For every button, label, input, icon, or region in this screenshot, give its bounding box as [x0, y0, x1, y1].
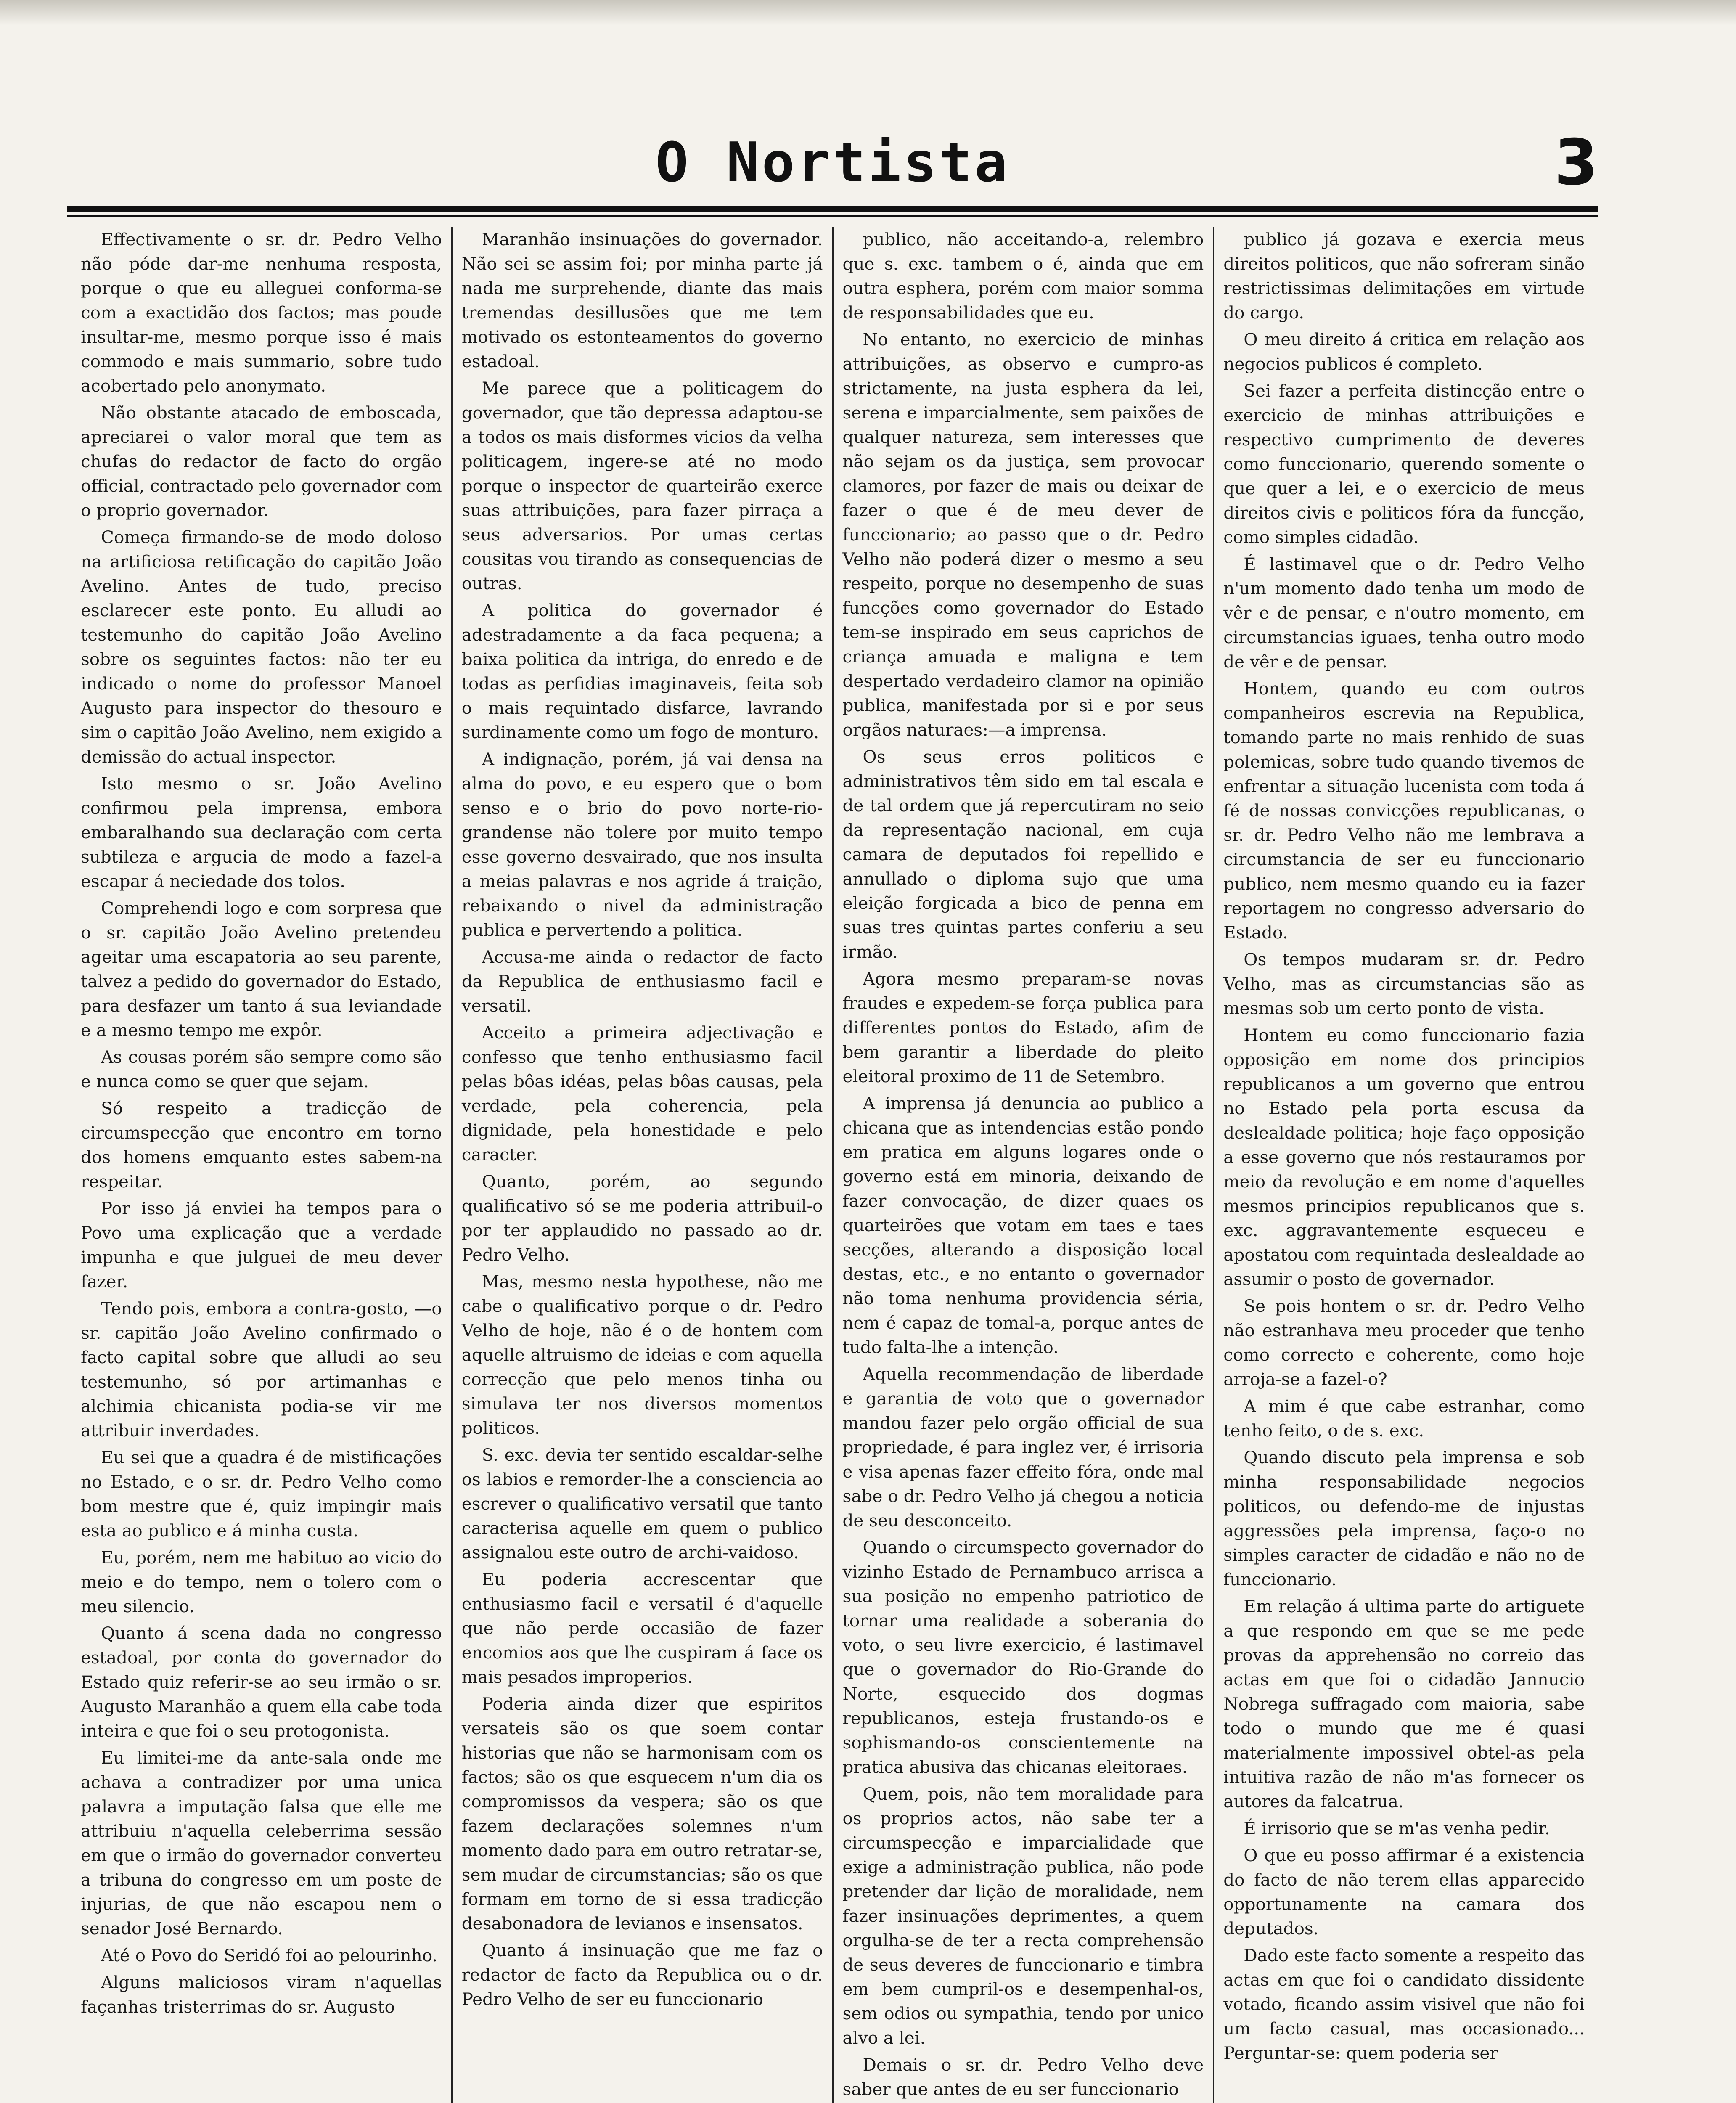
article-paragraph: É lastimavel que o dr. Pedro Velho n'um momento dado tenha um modo de vêr e de pensar, e n'outro momento, em circumstancias iguaes, tenha outro modo de vêr e de pensar.: [1223, 554, 1585, 672]
article-paragraph: Só respeito a tradicção de circumspecção que encontro em torno dos homens emquanto estes sabem-na respeitar.: [81, 1098, 442, 1192]
article-paragraph: Eu, porém, nem me habituo ao vicio do meio e do tempo, nem o tolero com o meu silencio.: [81, 1547, 442, 1616]
article-paragraph: Por isso já enviei ha tempos para o Povo uma explicação que a verdade impunha e que julguei de meu dever fazer.: [81, 1198, 442, 1292]
article-paragraph: A indignação, porém, já vai densa na alma do povo, e eu espero que o bom senso e o brio do povo norte-rio-grandense não tolere por muito tempo esse governo desvairado, que nos insulta a meias palavras e nos agride á traição, rebaixando o nivel da administração publica e pervertendo a politica.: [461, 749, 823, 940]
article-paragraph: Tendo pois, embora a contra-gosto, —o sr. capitão João Avelino confirmado o facto capital sobre que alludi ao seu testemunho, só por artimanhas e alchimia chicanista podia-se vir me attribuir inverdades.: [81, 1298, 442, 1441]
article-paragraph: Aquella recommendação de liberdade e garantia de voto que o governador mandou fazer pelo orgão official de sua propriedade, é para inglez ver, é irrisoria e visa apenas fazer effeito fóra, onde mal sabe o dr. Pedro Velho já chegou a noticia de seu desconceito.: [842, 1364, 1204, 1531]
article-paragraph: Quanto á scena dada no congresso estadoal, por conta do governador do Estado quiz referir-se ao seu irmão o sr. Augusto Maranhão a quem ella cabe toda inteira e que foi o seu protogonista.: [81, 1623, 442, 1741]
article-paragraph: Quem, pois, não tem moralidade para os proprios actos, não sabe ter a circumspecção e imparcialidade que exige a administração publica, não pode pretender dar lição de moralidade, nem fazer insinuações deprimentes, a quem orgulha-se de ter a recta comprehensão de seus deveres de funccionario e timbra em bem cumpril-os e desempenhal-os, sem odios ou sympathia, tendo por unico alvo a lei.: [842, 1784, 1204, 2048]
article-paragraph: O que eu posso affirmar é a existencia do facto de não terem ellas apparecido opportunamente na camara dos deputados.: [1223, 1845, 1585, 1939]
header-rule-thick: [67, 206, 1598, 212]
article-paragraph: S. exc. devia ter sentido escaldar-selhe os labios e remorder-lhe a consciencia ao escrever o qualificativo versatil que tanto caracterisa aquelle em quem o publico assignalou este outro de archi-vaidoso.: [461, 1445, 823, 1563]
masthead: [67, 126, 1598, 199]
article-paragraph: Dado este facto somente a respeito das actas em que foi o candidato dissidente votado, ficando assim visivel que não foi um facto casual, mas occasionado... Perguntar-se: quem poderia ser: [1223, 1945, 1585, 2063]
article-paragraph: Isto mesmo o sr. João Avelino confirmou pela imprensa, embora embaralhando sua declaração com certa subtileza e argucia de modo a fazel-a escapar á neciedade dos tolos.: [81, 773, 442, 891]
page-number: 3: [1554, 126, 1598, 199]
article-paragraph: Até o Povo do Seridó foi ao pelourinho.: [101, 1945, 438, 1965]
header-rule-thin: [67, 215, 1598, 217]
article-paragraph: A imprensa já denuncia ao publico a chicana que as intendencias estão pondo em pratica em alguns logares onde o governo está em minoria, deixando de fazer convocação, de dizer quaes os quarteirões que votam em taes e taes secções, alterando a disposição local destas, etc., e no entanto o governador não toma nenhuma providencia séria, nem é capaz de tomal-a, porque antes de tudo falta-lhe a intenção.: [842, 1093, 1204, 1357]
article-paragraph: Quando o circumspecto governador do vizinho Estado de Pernambuco arrisca a sua posição no empenho patriotico de tornar uma realidade a soberania do voto, o seu livre exercicio, é lastimavel que o governador do Rio-Grande do Norte, esquecido dos dogmas republicanos, esteja frustando-os e sophismando-os conscientemente na pratica abusiva das chicanas eleitoraes.: [842, 1537, 1204, 1777]
article-columns: [71, 227, 1594, 2103]
article-paragraph: publico, não acceitando-a, relembro que s. exc. tambem o é, ainda que em outra esphera, porém com maior somma de responsabilidades que eu.: [842, 229, 1204, 323]
article-paragraph: Começa firmando-se de modo doloso na artificiosa retificação do capitão João Avelino. Antes de tudo, preciso esclarecer este ponto. Eu alludi ao testemunho do capitão João Avelino sobre os seguintes factos: não ter eu indicado o nome do professor Manoel Augusto para inspector do thesouro e sim o capitão João Avelino, nem exigido a demissão do actual inspector.: [81, 527, 442, 767]
article-paragraph: Accusa-me ainda o redactor de facto da Republica de enthusiasmo facil e versatil.: [461, 947, 823, 1016]
column-4: [1214, 227, 1594, 2103]
article-paragraph: Acceito a primeira adjectivação e confesso que tenho enthusiasmo facil pelas bôas idéas, pelas bôas causas, pela verdade, pela coherencia, pela dignidade, pela honestidade e pelo caracter.: [461, 1022, 823, 1165]
article-paragraph: Poderia ainda dizer que espiritos versateis são os que soem contar historias que não se harmonisam com os factos; são os que esquecem n'um dia os compromissos da vespera; são os que fazem declarações solemnes n'um momento dado para em outro retratar-se, sem mudar de circumstancias; são os que formam em torno de si essa tradicção desabonadora de levianos e insensatos.: [461, 1694, 823, 1933]
article-paragraph: Se pois hontem o sr. dr. Pedro Velho não estranhava meu proceder que tenho como correcto e coherente, como hoje arroja-se a fazel-o?: [1223, 1296, 1585, 1389]
article-paragraph: No entanto, no exercicio de minhas attribuições, as observo e cumpro-as strictamente, na justa esphera da lei, serena e imparcialmente, sem paixões de qualquer natureza, sem interesses que não sejam os da justiça, sem provocar clamores, por fazer de mais ou deixar de fazer o que é de meu dever de funccionario; ao passo que o dr. Pedro Velho não poderá dizer o mesmo a seu respeito, porque no desempenho de suas funcções como governador do Estado tem-se inspirado em seus caprichos de criança amuada e maligna e tem despertado verdadeiro clamor na opinião publica, manifestada por si e por seus orgãos naturaes:—a imprensa.: [842, 329, 1204, 740]
article-paragraph: É irrisorio que se m'as venha pedir.: [1244, 1818, 1550, 1838]
article-paragraph: Quanto á insinuação que me faz o redactor de facto da Republica ou o dr. Pedro Velho de ser eu funccionario: [461, 1940, 823, 2009]
article-paragraph: Quando discuto pela imprensa e sob minha responsabilidade negocios politicos, ou defendo-me de injustas aggressões pela imprensa, faço-o no simples caracter de cidadão e não no de funccionario.: [1223, 1447, 1585, 1589]
column-2: [453, 227, 834, 2103]
article-paragraph: Alguns maliciosos viram n'aquellas façanhas tristerrimas do sr. Augusto: [81, 1972, 442, 2017]
newspaper-title: O Nortista: [655, 130, 1010, 194]
article-paragraph: Maranhão insinuações do governador. Não sei se assim foi; por minha parte já nada me surprehende, diante das mais tremendas desillusões que me tem motivado os estonteamentos do governo estadoal.: [461, 229, 823, 371]
article-paragraph: Mas, mesmo nesta hypothese, não me cabe o qualificativo porque o dr. Pedro Velho de hoje, não é o de hontem com aquelle altruismo de ideias e com aquella correcção que pelo menos tinha ou simulava ter nos diversos momentos politicos.: [461, 1271, 823, 1438]
article-paragraph: A politica do governador é adestradamente a da faca pequena; a baixa politica da intriga, do enredo e de todas as perfidias imaginaveis, feita sob o mais requintado disfarce, lavrando surdinamente como um fogo de monturo.: [461, 600, 823, 742]
article-paragraph: Hontem eu como funccionario fazia opposição em nome dos principios republicanos a um governo que entrou no Estado pela porta escusa da deslealdade politica; hoje faço opposição a esse governo que nós restauramos por meio da revolução e em nome d'aquelles mesmos principios republicanos que s. exc. aggravantemente esqueceu e apostatou com requintada deslealdade ao assumir o posto de governador.: [1223, 1025, 1585, 1289]
article-paragraph: Agora mesmo preparam-se novas fraudes e expedem-se força publica para differentes pontos do Estado, afim de bem garantir a liberdade do pleito eleitoral proximo de 11 de Setembro.: [842, 969, 1204, 1086]
article-paragraph: publico já gozava e exercia meus direitos politicos, que não sofreram sinão restrictissimas delimitações em virtude do cargo.: [1223, 229, 1585, 323]
article-paragraph: Demais o sr. dr. Pedro Velho deve saber que antes de eu ser funccionario: [842, 2055, 1204, 2099]
column-1: [71, 227, 453, 2103]
article-paragraph: As cousas porém são sempre como são e nunca como se quer que sejam.: [81, 1047, 442, 1091]
article-paragraph: Quanto, porém, ao segundo qualificativo só se me poderia attribuil-o por ter applaudido no passado ao dr. Pedro Velho.: [461, 1171, 823, 1265]
article-paragraph: Me parece que a politicagem do governador, que tão depressa adaptou-se a todos os mais disformes vicios da velha politicagem, ingere-se até no modo porque o inspector de quarteirão exerce suas attribuições, para fazer pirraça a seus adversarios. Por umas certas cousitas vou tirando as consequencias de outras.: [461, 378, 823, 593]
scan-border: [0, 0, 1736, 25]
article-paragraph: Eu sei que a quadra é de mistificações no Estado, e o sr. dr. Pedro Velho como bom mestre que é, quiz impingir mais esta ao publico e á minha custa.: [81, 1447, 442, 1541]
article-paragraph: Sei fazer a perfeita distincção entre o exercicio de minhas attribuições e respectivo cumprimento de deveres como funccionario, querendo somente o que quer a lei, e o exercicio de meus direitos civis e politicos fóra da funcção, como simples cidadão.: [1223, 381, 1585, 547]
article-paragraph: Hontem, quando eu com outros companheiros escrevia na Republica, tomando parte no mais renhido de suas polemicas, sobre tudo quando tivemos de enfrentar a situação lucenista com toda á fé de nossas convicções republicanas, o sr. dr. Pedro Velho não me lembrava a circumstancia de ser eu funccionario publico, nem mesmo quando eu ia fazer reportagem no congresso adversario do Estado.: [1223, 678, 1585, 943]
article-paragraph: Effectivamente o sr. dr. Pedro Velho não póde dar-me nenhuma resposta, porque o que eu alleguei conforma-se com a exactidão dos factos; mas poude insultar-me, mesmo porque isso é mais commodo e mais summario, sobre tudo acobertado pelo anonymato.: [81, 229, 442, 396]
column-3: [834, 227, 1215, 2103]
article-paragraph: O meu direito á critica em relação aos negocios publicos é completo.: [1223, 329, 1585, 374]
article-paragraph: Eu poderia accrescentar que enthusiasmo facil e versatil é d'aquelle que não perde occasião de fazer encomios aos que lhe cuspiram á face os mais pesados improperios.: [461, 1569, 823, 1687]
article-paragraph: A mim é que cabe estranhar, como tenho feito, o de s. exc.: [1223, 1396, 1585, 1441]
article-paragraph: Os tempos mudaram sr. dr. Pedro Velho, mas as circumstancias são as mesmas sob um certo ponto de vista.: [1223, 949, 1585, 1018]
article-paragraph: Os seus erros politicos e administrativos têm sido em tal escala e de tal ordem que já repercutiram no seio da representação nacional, em cuja camara de deputados foi repellido e annullado o diploma sujo que uma eleição forgicada a bico de penna em suas tres quintas partes conferiu a seu irmão.: [842, 747, 1204, 962]
article-paragraph: Não obstante atacado de emboscada, apreciarei o valor moral que tem as chufas do redactor de facto do orgão official, contractado pelo governador com o proprio governador.: [81, 403, 442, 520]
article-paragraph: Em relação á ultima parte do artiguete a que respondo em que se me pede provas da apprehensão no correio das actas em que foi o cidadão Jannucio Nobrega suffragado com maioria, sabe todo o mundo que me é quasi materialmente impossivel obtel-as pela intuitiva razão de não m'as fornecer os autores da falcatrua.: [1223, 1596, 1585, 1812]
article-paragraph: Eu limitei-me da ante-sala onde me achava a contradizer por uma unica palavra a imputação falsa que elle me attribuiu n'aquella celeberrima sessão em que o irmão do governador converteu a tribuna do congresso em um poste de injurias, de que não escapou nem o senador José Bernardo.: [81, 1748, 442, 1939]
article-paragraph: Comprehendi logo e com sorpresa que o sr. capitão João Avelino pretendeu ageitar uma escapatoria ao seu parente, talvez a pedido do governador do Estado, para desfazer um tanto á sua leviandade e a mesmo tempo me expôr.: [81, 898, 442, 1040]
